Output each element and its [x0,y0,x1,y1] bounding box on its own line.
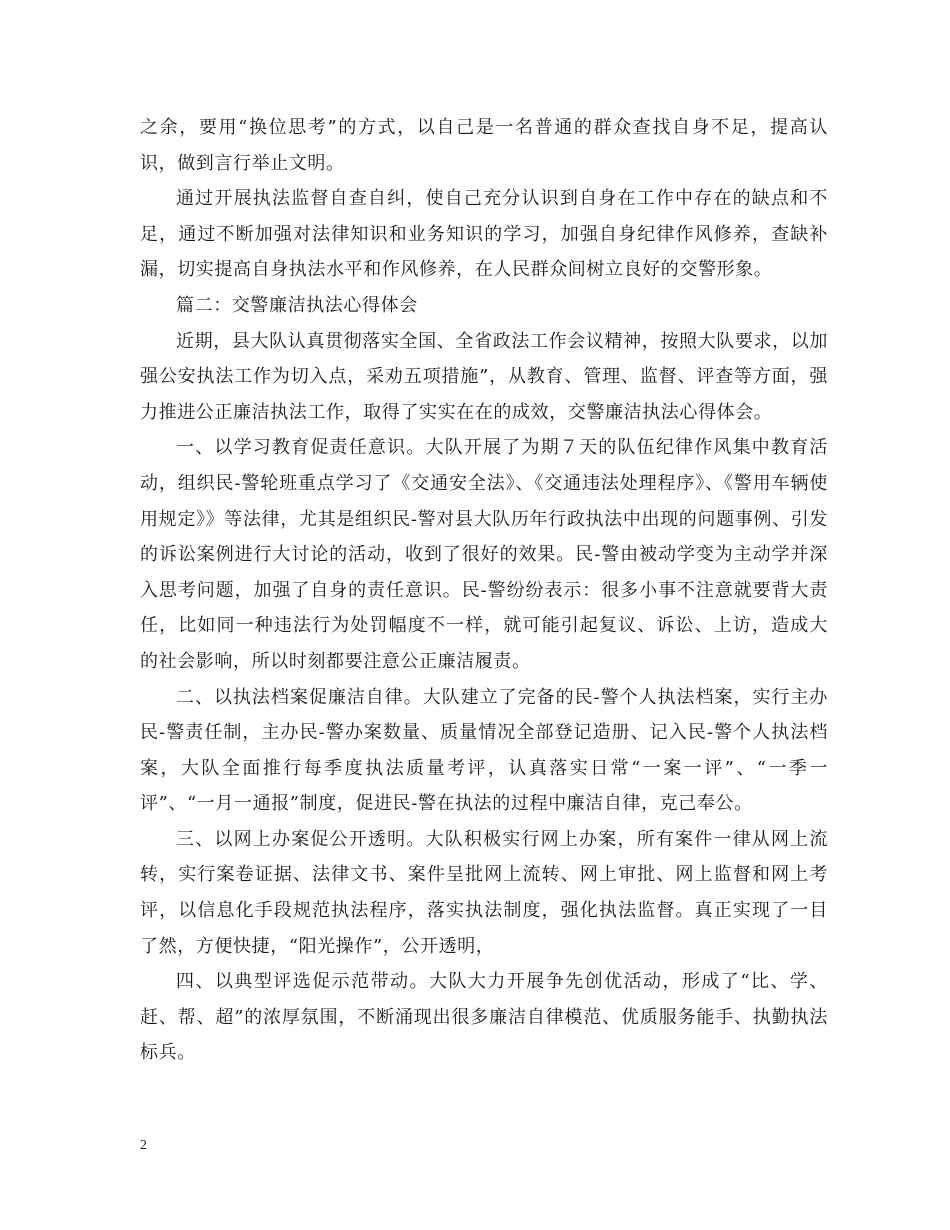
page-number: 2 [140,1138,147,1153]
paragraph: 三、以网上办案促公开透明。大队积极实行网上办案，所有案件一律从网上流转，实行案卷证据、法律文书、案件呈批网上流转、网上审批、网上监督和网上考评，以信息化手段规范执法程序，落实执法制度，强化执法监督。真正实现了一目了然，方便快捷，“阳光操作”，公开透明， [140,828,828,957]
section-heading: 篇二：交警廉洁执法心得体会 [176,294,418,316]
paragraph: 二、以执法档案促廉洁自律。大队建立了完备的民-警个人执法档案，实行主办民-警责任制，主办民-警办案数量、质量情况全部登记造册、记入民-警个人执法档案，大队全面推行每季度执法质量考评，认真落实日常“一案一评”、“一季一评”、“一月一通报”制度，促进民-警在执法的过程中廉洁自律，克己奉公。 [140,686,828,815]
paragraph: 近期，县大队认真贯彻落实全国、全省政法工作会议精神，按照大队要求，以加强公安执法工作为切入点，采劝五项措施”，从教育、管理、监督、评查等方面，强力推进公正廉洁执法工作，取得了实实在在的成效，交警廉洁执法心得体会。 [140,330,828,423]
paragraph: 之余，要用“换位思考”的方式，以自己是一名普通的群众查找自身不足，提高认识，做到言行举止文明。 [140,117,828,174]
paragraph: 一、以学习教育促责任意识。大队开展了为期７天的队伍纪律作风集中教育活动，组织民-警轮班重点学习了《交通安全法》、《交通违法处理程序》、《警用车辆使用规定》》等法律，尤其是组织民-警对县大队历年行政执法中出现的问题事例、引发的诉讼案例进行大讨论的活动，收到了很好的效果。民-警由被动学变为主动学并深入思考问题，加强了自身的责任意识。民-警纷纷表示：很多小事不注意就要背大责任，比如同一种违法行为处罚幅度不一样，就可能引起复议、诉讼、上访，造成大的社会影响，所以时刻都要注意公正廉洁履责。 [140,437,828,672]
paragraph: 通过开展执法监督自查自纠，使自己充分认识到自身在工作中存在的缺点和不足，通过不断加强对法律知识和业务知识的学习，加强自身纪律作风修养，查缺补漏，切实提高自身执法水平和作风修养，在人民群众间树立良好的交警形象。 [140,188,828,281]
paragraph: 四、以典型评选促示范带动。大队大力开展争先创优活动，形成了“比、学、赶、帮、超”的浓厚氛围，不断涌现出很多廉洁自律模范、优质服务能手、执勤执法标兵。 [140,971,828,1064]
document-body [140,110,828,1071]
